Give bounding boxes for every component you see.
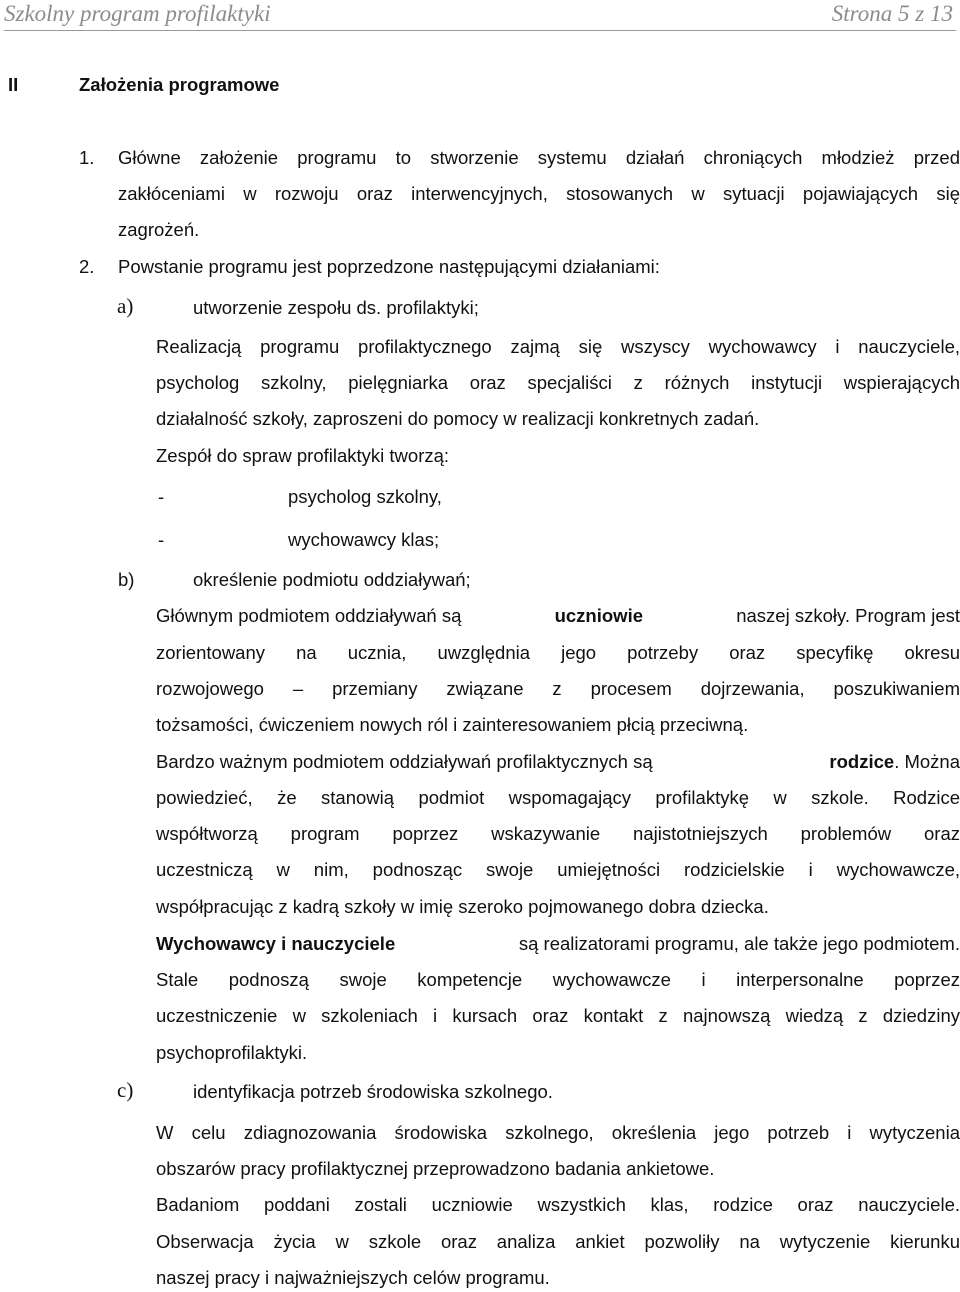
text-run: naszej szkoły. Program jest [736,605,960,626]
page-header [4,0,956,31]
sub-a-heading: utworzenie zespołu ds. profilaktyki; [193,297,479,318]
sub-c-paragraph-line: W celu zdiagnozowania środowiska szkolnego, określenia jego potrzeb i wytyczenia [156,1122,960,1143]
page-number: Strona 5 z 13 [831,1,953,26]
sub-b-letter: b) [118,569,135,590]
sub-a-letter: a) [117,294,134,318]
bold-text: Wychowawcy i nauczyciele [156,933,396,954]
sub-b-paragraph-line [156,932,960,956]
sub-c-paragraph-line: Badaniom poddani zostali uczniowie wszystkich klas, rodzice oraz nauczyciele. [156,1194,960,1215]
item2-text: Powstanie programu jest poprzedzone następującymi działaniami: [118,256,660,277]
item1-line: zagrożeń. [118,219,200,240]
item1-line: Główne założenie programu to stworzenie systemu działań chroniących młodzież przed [118,147,960,168]
sub-b-paragraph-line [156,604,960,628]
sub-b-paragraph-line: psychoprofilaktyki. [156,1042,308,1063]
sub-b-paragraph-line: uczestniczenie w szkoleniach i kursach oraz kontakt z najnowszą wiedzą z dziedziny [156,1005,960,1026]
sub-b-paragraph-line: tożsamości, ćwiczeniem nowych ról i zainteresowaniem płcią przeciwną. [156,714,749,735]
section-title: Założenia programowe [79,74,280,95]
item1-number: 1. [79,147,95,168]
sub-c-paragraph-line: obszarów pracy profilaktycznej przeprowadzono badania ankietowe. [156,1158,715,1179]
bold-text: rodzice [829,751,895,772]
sub-b-paragraph-line: powiedzieć, że stanowią podmiot wspomagający profilaktykę w szkole. Rodzice [156,787,960,808]
sub-b-paragraph-line: rozwojowego – przemiany związane z procesem dojrzewania, poszukiwaniem [156,678,960,699]
text-run: . Można [894,751,960,772]
text-run: Głównym podmiotem oddziaływań są [156,605,462,626]
team-member: wychowawcy klas; [288,529,440,550]
sub-b-paragraph-line: współtworzą program poprzez wskazywanie najistotniejszych problemów oraz [156,823,960,844]
sub-b-paragraph-line [156,750,960,774]
text-run: Bardzo ważnym podmiotem oddziaływań profilaktycznych są [156,751,653,772]
sub-a-paragraph-line: Realizacją programu profilaktycznego zajmą się wszyscy wychowawcy i nauczyciele, [156,336,960,357]
bold-text: uczniowie [554,605,643,626]
sub-a-paragraph-line: psycholog szkolny, pielęgniarka oraz specjaliści z różnych instytucji wspierających [156,372,960,393]
sub-b-paragraph-line: zorientowany na ucznia, uwzględnia jego potrzeby oraz specyfikę okresu [156,642,960,663]
sub-c-letter: c) [117,1078,134,1102]
team-member: psycholog szkolny, [288,486,442,507]
sub-c-heading: identyfikacja potrzeb środowiska szkolnego. [193,1081,553,1102]
item1-line: zakłóceniami w rozwoju oraz interwencyjnych, stosowanych w sytuacji pojawiających się [118,183,960,204]
item2-number: 2. [79,256,95,277]
list-dash: - [158,486,165,507]
sub-b-paragraph-line: współpracując z kadrą szkoły w imię szeroko pojmowanego dobra dziecka. [156,896,769,917]
document-title: Szkolny program profilaktyki [4,1,271,26]
sub-c-paragraph-line: naszej pracy i najważniejszych celów programu. [156,1267,550,1288]
section-number: II [8,74,19,95]
sub-c-paragraph-line: Obserwacja życia w szkole oraz analiza ankiet pozwoliły na wytyczenie kierunku [156,1231,960,1252]
text-run: są realizatorami programu, ale także jego podmiotem. [518,933,960,954]
team-intro: Zespół do spraw profilaktyki tworzą: [156,445,450,466]
sub-b-paragraph-line: Stale podnoszą swoje kompetencje wychowawcze i interpersonalne poprzez [156,969,960,990]
sub-b-heading: określenie podmiotu oddziaływań; [193,569,471,590]
sub-a-paragraph-line: działalność szkoły, zaproszeni do pomocy w realizacji konkretnych zadań. [156,408,760,429]
sub-b-paragraph-line: uczestniczą w nim, podnosząc swoje umiejętności rodzicielskie i wychowawcze, [156,859,960,880]
list-dash: - [158,529,165,550]
